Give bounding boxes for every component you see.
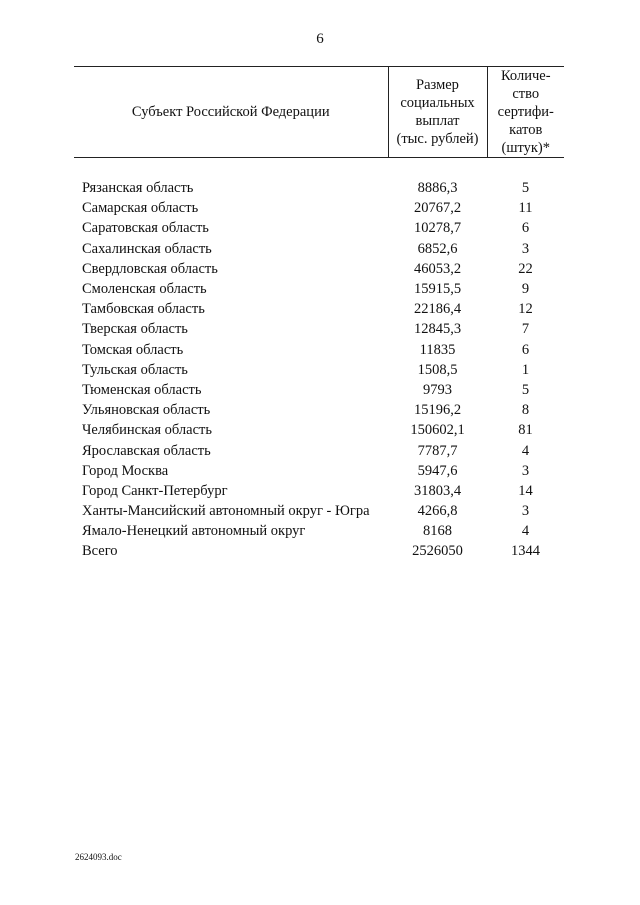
- document-code: 2624093.doc: [75, 852, 122, 862]
- cell-count: 3: [521, 462, 530, 479]
- cell-amount: 8886,3: [417, 180, 458, 197]
- cell-subject: Челябинская область: [82, 422, 212, 439]
- cell-subject: Тюменская область: [82, 381, 202, 398]
- cell-subject: Ульяновская область: [82, 402, 211, 419]
- cell-amount: 12845,3: [413, 321, 462, 338]
- header-subject-label: Субъект Российской Федерации: [131, 104, 330, 120]
- table-row: [74, 178, 564, 198]
- table-row: [74, 299, 564, 319]
- subsidy-table-container: [74, 66, 564, 562]
- cell-amount: 22186,4: [413, 301, 462, 318]
- header-count-label: Количе- ство сертифи- катов (штук)*: [497, 68, 554, 156]
- header-amount-label: Размер социальных выплат (тыс. рублей): [396, 77, 479, 147]
- table-header: [74, 67, 564, 158]
- page-number: 6: [316, 31, 324, 47]
- cell-amount: 20767,2: [413, 200, 462, 217]
- cell-count: 11: [518, 200, 533, 217]
- cell-count: 22: [518, 260, 533, 277]
- cell-count: 6: [521, 220, 530, 237]
- table-row: [74, 420, 564, 440]
- cell-amount: 4266,8: [417, 503, 458, 520]
- cell-count: 5: [521, 381, 530, 398]
- cell-subject: Ямало-Ненецкий автономный округ: [82, 523, 306, 540]
- cell-amount: 8168: [423, 523, 452, 540]
- cell-amount: 5947,6: [417, 462, 458, 479]
- table-row: [74, 440, 564, 460]
- cell-amount: 2526050: [412, 543, 463, 560]
- cell-amount: 15915,5: [413, 281, 462, 298]
- cell-amount: 10278,7: [413, 220, 462, 237]
- cell-subject: Рязанская область: [82, 180, 194, 197]
- table-row: [74, 541, 564, 561]
- cell-subject: Томская область: [82, 341, 184, 358]
- cell-amount: 150602,1: [410, 422, 465, 439]
- table-spacer-row: [74, 158, 564, 179]
- table-row: [74, 521, 564, 541]
- table-row: [74, 501, 564, 521]
- cell-subject: Город Санкт-Петербург: [82, 482, 228, 499]
- cell-subject: Тамбовская область: [82, 301, 205, 318]
- cell-amount: 1508,5: [417, 361, 458, 378]
- table-row: [74, 319, 564, 339]
- cell-count: 3: [521, 503, 530, 520]
- header-subject: [74, 67, 388, 158]
- cell-subject: Смоленская область: [82, 281, 207, 298]
- cell-amount: 6852,6: [417, 240, 458, 257]
- table-row: [74, 400, 564, 420]
- header-amount: [388, 67, 487, 158]
- table-body: [74, 158, 564, 562]
- cell-subject: Ханты-Мансийский автономный округ - Югра: [82, 503, 370, 520]
- cell-amount: 46053,2: [413, 260, 462, 277]
- cell-count: 14: [518, 482, 533, 499]
- header-count: [487, 67, 564, 158]
- table-row: [74, 340, 564, 360]
- cell-subject: Свердловская область: [82, 260, 218, 277]
- cell-amount: 15196,2: [413, 402, 462, 419]
- cell-count: 8: [521, 402, 530, 419]
- table-row: [74, 481, 564, 501]
- table-row: [74, 239, 564, 259]
- table-row: [74, 198, 564, 218]
- table-row: [74, 360, 564, 380]
- cell-subject: Всего: [82, 543, 118, 560]
- table-row: [74, 218, 564, 238]
- cell-subject: Город Москва: [82, 462, 169, 479]
- cell-count: 6: [521, 341, 530, 358]
- table-row: [74, 279, 564, 299]
- cell-count: 7: [521, 321, 530, 338]
- cell-count: 1344: [511, 543, 540, 560]
- subsidy-table: [74, 66, 564, 562]
- cell-subject: Ярославская область: [82, 442, 211, 459]
- table-row: [74, 259, 564, 279]
- cell-amount: 31803,4: [413, 482, 462, 499]
- cell-subject: Тверская область: [82, 321, 188, 338]
- table-row: [74, 380, 564, 400]
- table-row: [74, 461, 564, 481]
- cell-count: 5: [521, 180, 530, 197]
- cell-amount: 7787,7: [417, 442, 458, 459]
- cell-count: 9: [521, 281, 530, 298]
- table-header-row: [74, 67, 564, 158]
- cell-count: 3: [521, 240, 530, 257]
- cell-count: 4: [521, 523, 530, 540]
- cell-subject: Сахалинская область: [82, 240, 212, 257]
- cell-count: 12: [518, 301, 533, 318]
- cell-amount: 11835: [419, 341, 456, 358]
- cell-subject: Самарская область: [82, 200, 199, 217]
- cell-count: 81: [518, 422, 533, 439]
- cell-count: 4: [521, 442, 530, 459]
- cell-count: 1: [521, 361, 530, 378]
- cell-subject: Тульская область: [82, 361, 188, 378]
- cell-amount: 9793: [423, 381, 452, 398]
- cell-subject: Саратовская область: [82, 220, 209, 237]
